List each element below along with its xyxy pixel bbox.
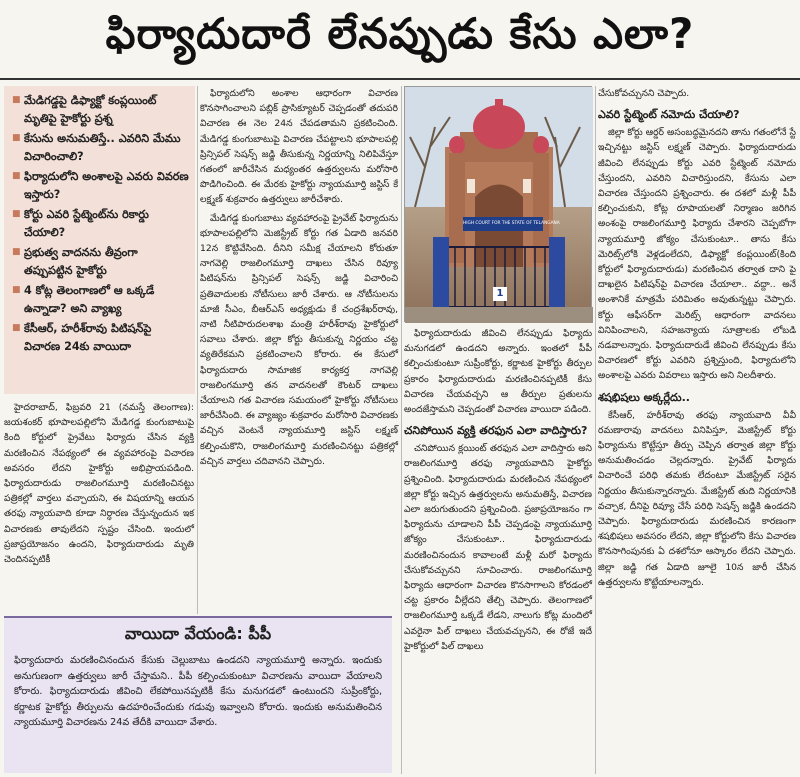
gate-number: 1 bbox=[493, 287, 507, 301]
subheading: ఎవరి స్టేట్మెంట్ నమోదు చేయాలి? bbox=[598, 108, 740, 122]
article-column-3 bbox=[404, 326, 592, 774]
article-paragraph: చనిపోయిన క్లయింట్ తరఫున ఎలా వాదిస్తారు అని రాజలింగమూర్తి తరఫు న్యాయవాదిని హైకోర్టు ప్రశ్నించింది. ఫిర్యాదుదారుడు మరణించిన నేపథ్యంలో జిల్లా కోర్టు ఇచ్చిన ఉత్తర్వులను అనుమతిస్తే, విచారణ ఎలా జరుగుతుందని ప్రశ్నించింది. ప్రజాప్రయోజనం గా ఫిర్యాదును చూడాలని పీపీ చెప్పడంపై న్యాయమూర్తి జోక్యం చేసుకుంటూ.. ఫిర్యాదుదారుడు మరణించినందున కావాలంటే మళ్లీ మరో ఫిర్యాదు చేసుకోవచ్చునని సూచించారు. రాజలింగమూర్తి ఫిర్యాదు ఆధారంగా విచారణ కొనసాగాలని కోరడంలో చట్ట ప్రకారం వీల్లేదని తేల్చి చెప్పారు. తెలంగాణలో రాజలింగమూర్తి ఒక్కడే లేడని, నాలుగు కోట్ల మందిలో ఎవరైనా పిల్ దాఖలు చేయవచ్చునని, ఈ రోజే ఇదే హైకోర్టులో పిల్ దాఖలు bbox=[404, 443, 592, 652]
highlight-item: ■ మేడిగడ్డపై డిఫ్యాక్టో కంప్లయింట్ మృతిపై హైకోర్టు ప్రశ్న bbox=[12, 92, 189, 127]
article-paragraph: హైదరాబాద్, ఫిబ్రవరి 21 (నమస్తే తెలంగాణ): జయశంకర్ భూపాలపల్లిలోని మేడిగడ్డ కుంగుబాటుపై కింది కోర్టులో ప్రైవేటు ఫిర్యాదు చేసిన వ్యక్తి మరణించిన నేపథ్యంలో ఈ వ్యవహారంపై విచారణ అవసరం లేదని హైకోర్టు అభిప్రాయపడింది. ఫిర్యాదుదారుడు రాజలింగమూర్తి మరణించినట్టు పత్రికల్లో వార్తలు వచ్చాయని, ఈ విషయాన్ని ఆయన తరఫు న్యాయవాది కూడా నిర్ధారణ చేస్తున్నందున ఇక విచారణకు తావులేదని స్పష్టం చేసింది. ఇందులో ప్రజాప్రయోజనం ఉందని, ఫిర్యాదుదారుడు మృతి చెందినప్పటికీ bbox=[4, 402, 194, 566]
subheading: శషభిషలు అక్కర్లేదు.. bbox=[598, 390, 690, 404]
highlight-item: ■ కోర్టు ఎవరి స్టేట్మెంట్‌ను రికార్డు చేయాలి? bbox=[12, 206, 189, 241]
article-paragraph: ఫిర్యాదులోని అంశాల ఆధారంగా విచారణ కొనసాగించాలని పబ్లిక్ ప్రాసిక్యూటర్ చెప్పడంతో తదుపరి విచారణ ఈ నెల 24న చేపడతామని ప్రకటించింది. మేడిగడ్డ కుంగుబాటుపై విచారణ చేపట్టాలని భూపాలపల్లి ప్రిన్సిపల్ సెషన్స్ జడ్జి తీసుకున్న నిర్ణయాన్ని నిలిపివేస్తూ గతంలో జారీచేసిన మధ్యంతర ఉత్తర్వులను మరోసారి పొడిగించింది. ఈ మేరకు హైకోర్టు న్యాయమూర్తి జస్టిస్ కే లక్ష్మణ్ శుక్రవారం ఉత్తర్వులు జారీచేశారు. bbox=[200, 88, 398, 206]
article-paragraph: జిల్లా కోర్టు ఆర్డర్ అసంబద్ధమైనదని తాను గతంలోనే స్టే ఇచ్చినట్టు జస్టిస్ లక్ష్మణ్ చెప్పారు. ఫిర్యాదుదారుడు జీవించి లేనప్పుడు కోర్టు ఎవరి స్టేట్మెంట్ నమోదు చేస్తుందని, ఎవరిని విచారిస్తుందని, కేసును ఎలా విచారణ చేస్తుందని ప్రశ్నించారు. ఈ దశలో మళ్లీ పీపీ కల్పించుకుని, కోట్ల రూపాయలతో నిర్మాణం జరిగిన అంశంపై రాజలింగమూర్తి ఫిర్యాదు చేశారని చెప్పబోగా న్యాయమూర్తి జోక్యం చేసుకుంటూ.. తాను కేసు మెరిట్స్‌లోకి వెళ్లడంలేదని, డిఫ్యాక్టో కంప్లయింట్(కింది కోర్టులో ఫిర్యాదుదారుడు) మరణించిన తర్వాత దాని పై దాఖలైన పిటిషన్‌పై విచారణ చేయాలా.. వద్దా.. అనే అంశానికే మాత్రమే పరిమితం అవుతున్నట్టు చెప్పారు. కోర్టు ఆఫీసర్‌గా మెరిట్స్ ఆధారంగా వాదనలు వినిపించాలని, సహజన్యాయ సూత్రాలకు లోబడి నడవాలన్నారు. ఫిర్యాదుదారుడే జీవించి లేనప్పుడు కేసు విచారణలో కోర్టు ఎవరిని ప్రశ్నిస్తుంది, ఫిర్యాదులోని అంశాలపై ఎవరు వివరాలు ఇస్తారు అని నిలదీశారు. bbox=[598, 127, 796, 382]
article-paragraph: మేడిగడ్డ కుంగుబాటు వ్యవహారంపై ప్రైవేట్ ఫిర్యాదును భూపాలపల్లిలోని మెజిస్ట్రేట్ కోర్టు గత ఏడాది జనవరి 12న కొట్టివేసింది. దీనిని సమీక్ష చేయాలని కోరుతూ నాగవెల్లి రాజలింగమూర్తి దాఖలు చేసిన రివ్యూ పిటిషన్‌ను ప్రిన్సిపల్ సెషన్స్ జడ్జి విచారించి ప్రతివాదులకు నోటీసులు జారీ చేశారు. ఆ నోటీసులను మాజీ సీఎం, బీఆర్ఎస్ అధ్యక్షుడు కే చంద్రశేఖర్‌రావు, నాటి నీటిపారుదలశాఖ మంత్రి హరీశ్‌రావు హైకోర్టులో సవాలు చేశారు. జిల్లా కోర్టు తీసుకున్న నిర్ణయం చట్ట వ్యతిరేకమని ప్రకటించాలని కోరారు. ఈ కేసులో ఫిర్యాదుదారు సామాజిక కార్యకర్త నాగవెల్లి రాజలింగమూర్తి తన వాదనలతో కౌంటర్ దాఖలు చేయాలని గత విచారణ సమయంలో హైకోర్టు నోటీసులు జారీచేసింది. ఈ వ్యాజ్యం శుక్రవారం మరోసారి విచారణకు వచ్చిన వెంటనే న్యాయమూర్తి జస్టిస్ లక్ష్మణ్ కల్పించుకొని, రాజలింగమూర్తి మరణించినట్టు పత్రికల్లో వచ్చిన వార్తలు చదివానని చెప్పారు. bbox=[200, 212, 398, 467]
article-paragraph: ఫిర్యాదుదారుడు జీవించి లేనప్పుడు ఫిర్యాదు మనుగడలో ఉండదని అన్నారు. ఇంతలో పీపీ కల్పించుకుంటూ సుప్రీంకోర్టు, కర్ణాటక హైకోర్టు తీర్పుల ప్రకారం ఫిర్యాదుదారుడు మరణించినప్పటికీ కేసు విచారణ చేయవచ్చని ఆ తీర్పుల ప్రతులను అందజేస్తామని చెప్పడంతో విచారణ వాయిదా పడింది. bbox=[404, 328, 592, 416]
article-paragraph: కేసీఆర్, హరీశ్‌రావు తరఫు న్యాయవాది వీవీ రమణారావు వాదనలు వినిపిస్తూ, మెజిస్ట్రేట్ కోర్టు ఫిర్యాదును కొట్టేస్తూ తీర్పు చెప్పిన తర్వాత జిల్లా కోర్టు అనుమతించడం చెల్లదన్నారు. ప్రైవేట్ ఫిర్యాదు విచారించే పరిధి తమకు లేదంటూ మేజిస్ట్రేట్ సరైన నిర్ణయం తీసుకున్నారన్నారు. మేజిస్ట్రేట్ తుది నిర్ణయానికి వచ్చాక, దీనిపై రివ్యూ చేసే పరిధి సెషన్స్ జడ్జికి ఉండదని చెప్పారు. ఫిర్యాదుదారుడు మరణించిన కారణంగా శషభిషలు అవసరం లేదని, జిల్లా కోర్టులోని కేసు విచారణ కొనసాగింపునకు ఏ దశలోనూ ఆస్కారం లేదని చెప్పారు. జిల్లా జడ్జి గత ఏడాది జూలై 10న జారీ చేసిన ఉత్తర్వులను కొట్టేయాలన్నారు. bbox=[598, 409, 796, 588]
article-column-4 bbox=[598, 86, 796, 774]
highlight-item: ■ ప్రభుత్వ వాదనను తీవ్రంగా తప్పుపట్టిన హైకోర్టు bbox=[12, 244, 189, 279]
highlight-item: ■ ఫిర్యాదులోని అంశాలపై ఎవరు వివరణ ఇస్తారు? bbox=[12, 168, 189, 203]
court-sign-text: HIGH COURT FOR THE STATE OF TELANGANA bbox=[463, 221, 560, 226]
article-paragraph: చేసుకోవచ్చునని చెప్పారు. bbox=[598, 88, 690, 99]
sidebar-box bbox=[4, 616, 392, 773]
highlight-item: ■ కేసును అనుమతిస్తే.. ఎవరిని మేము విచారించాలి? bbox=[12, 130, 189, 165]
column-divider bbox=[401, 86, 402, 774]
column-divider bbox=[197, 86, 198, 614]
article-column-1 bbox=[4, 400, 194, 612]
highlight-item: ■ 4 కోట్ల తెలంగాణలో ఆ ఒక్కడే ఉన్నాడా? అని వ్యాఖ్య bbox=[12, 282, 189, 317]
headline: ఫిర్యాదుదారే లేనప్పుడు కేసు ఎలా? bbox=[0, 0, 800, 80]
column-divider bbox=[595, 86, 596, 774]
sidebar-box-title: వాయిదా వేయండి: పీపీ bbox=[124, 624, 272, 643]
sidebar-box-text: ఫిర్యాదుదారు మరణించినందున కేసుకు చెల్లుబాటు ఉండదని న్యాయమూర్తి అన్నారు. ఇందుకు అనుగుణంగా ఉత్తర్వులు జారీ చేస్తామని.. పీపీ కల్పించుకుంటూ విచారణను వాయిదా వేయాలని కోరారు. ఫిర్యాదుదారుడు జీవించి లేకపోయినప్పటికీ కేసు మనుగడలో ఉంటుందని సుప్రీంకోర్టు, కర్ణాటక హైకోర్టు తీర్పులను ఉదహరించేందుకు గడువు ఇవ్వాలని కోరారు. ఇందుకు అనుమతించిన న్యాయమూర్తి విచారణను 24వ తేదీకి వాయిదా వేశారు. bbox=[14, 655, 382, 728]
highlights-list bbox=[12, 92, 189, 355]
highlights-box bbox=[4, 86, 195, 394]
high-court-photo bbox=[404, 86, 592, 322]
highlight-item: ■ కేసీఆర్, హరీశ్‌రావు పిటిషన్‌పై విచారణ 24కు వాయిదా bbox=[12, 320, 189, 355]
subheading: చనిపోయిన వ్యక్తి తరఫున ఎలా వాదిస్తారు? bbox=[404, 424, 588, 438]
article-column-2 bbox=[200, 86, 398, 606]
